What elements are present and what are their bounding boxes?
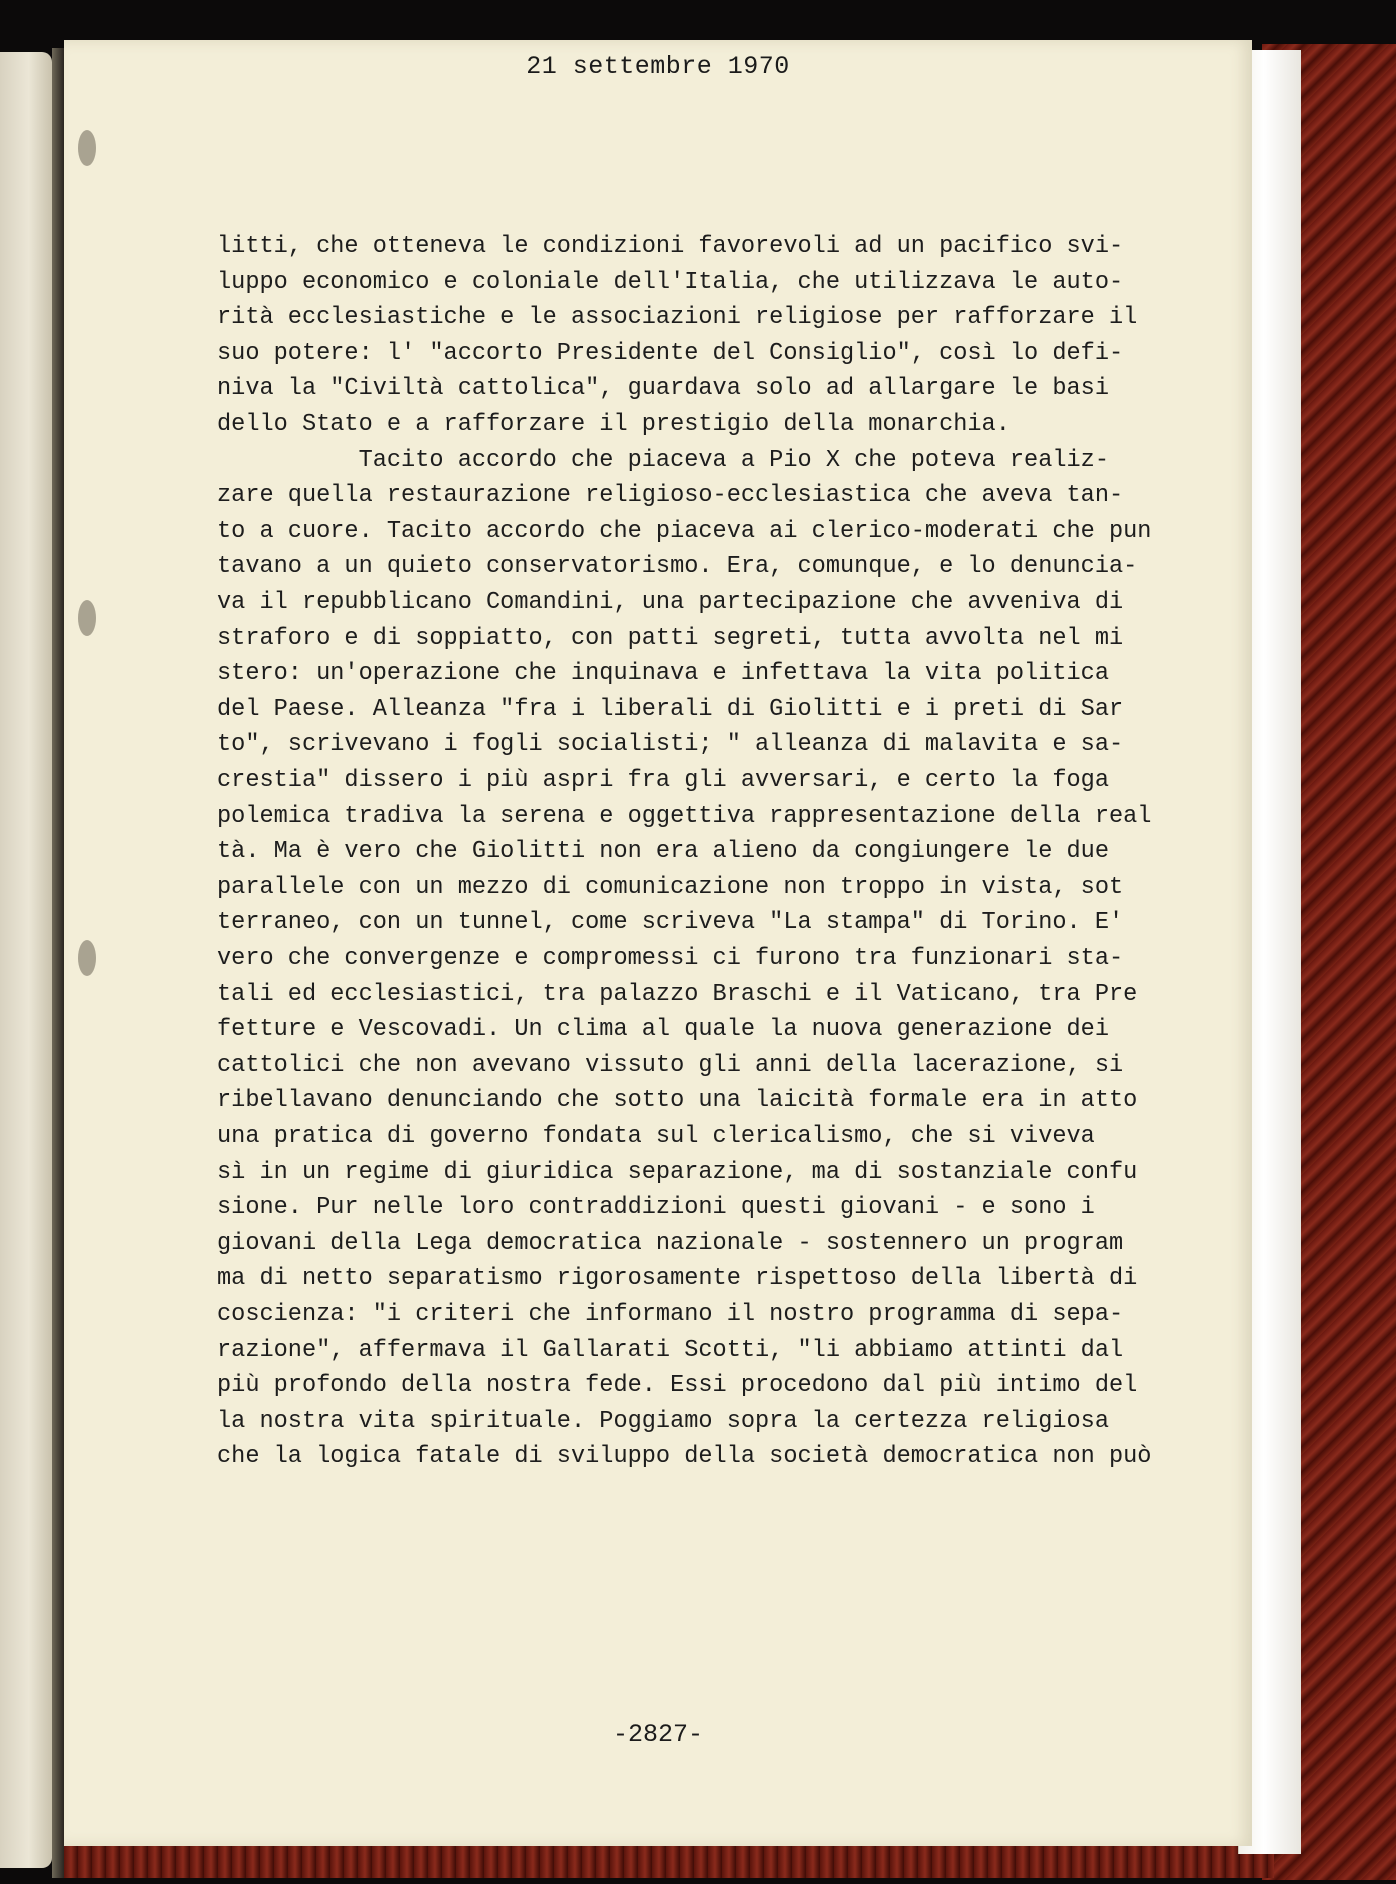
text-line: fetture e Vescovadi. Un clima al quale la nuova generazione dei [217, 1016, 1109, 1044]
page-number: -2827- [612, 1720, 703, 1749]
text-line: suo potere: l' "accorto Presidente del Consiglio", così lo defi- [217, 339, 1124, 367]
text-line: niva la "Civiltà cattolica", guardava solo ad allargare le basi [217, 375, 1109, 403]
text-line: tà. Ma è vero che Giolitti non era alieno da congiungere le due [217, 838, 1109, 866]
text-line: zare quella restaurazione religioso-ecclesiastica che aveva tan- [217, 482, 1124, 510]
punch-hole [78, 130, 96, 166]
text-line: Tacito accordo che piaceva a Pio X che poteva realiz- [217, 446, 1109, 474]
text-line: stero: un'operazione che inquinava e infettava la vita politica [217, 660, 1109, 688]
text-line: sì in un regime di giuridica separazione, ma di sostanziale confu [217, 1158, 1138, 1186]
text-line: la nostra vita spirituale. Poggiamo sopra la certezza religiosa [217, 1407, 1109, 1435]
punch-hole [78, 940, 96, 976]
text-line: dello Stato e a rafforzare il prestigio della monarchia. [217, 411, 1010, 438]
text-line: va il repubblicano Comandini, una partecipazione che avveniva di [217, 589, 1124, 616]
punch-hole [78, 600, 96, 636]
left-page-edge [0, 52, 52, 1868]
text-line: straforo e di soppiatto, con patti segreti, tutta avvolta nel mi [217, 624, 1124, 652]
text-line: coscienza: "i criteri che informano il nostro programma di sepa- [217, 1301, 1124, 1328]
text-line: rità ecclesiastiche e le associazioni religiose per rafforzare il [217, 304, 1138, 332]
text-line: ribellavano denunciando che sotto una laicità formale era in atto [217, 1087, 1138, 1115]
text-line: del Paese. Alleanza "fra i liberali di Giolitti e i preti di Sar [217, 695, 1124, 723]
typewritten-page [64, 40, 1252, 1846]
text-line: to a cuore. Tacito accordo che piaceva ai clerico-moderati che pun [217, 517, 1152, 545]
text-line: giovani della Lega democratica nazionale - sostennero un program [217, 1229, 1124, 1257]
text-line: litti, che otteneva le condizioni favorevoli ad un pacifico svi- [217, 233, 1124, 260]
text-line: to", scrivevano i fogli socialisti; " alleanza di malavita e sa- [217, 731, 1124, 759]
text-line: che la logica fatale di sviluppo della società democratica non può [217, 1443, 1152, 1471]
text-line: tavano a un quieto conservatorismo. Era, comunque, e lo denuncia- [217, 553, 1138, 581]
text-line: ma di netto separatismo rigorosamente rispettoso della libertà di [217, 1265, 1138, 1293]
text-line: luppo economico e coloniale dell'Italia, che utilizzava le auto- [217, 268, 1124, 296]
text-line: una pratica di governo fondata sul clericalismo, che si viveva [217, 1123, 1095, 1150]
text-line: sione. Pur nelle loro contraddizioni questi giovani - e sono i [217, 1194, 1095, 1222]
text-line: tali ed ecclesiastici, tra palazzo Braschi e il Vaticano, tra Pre [217, 980, 1138, 1008]
text-line: razione", affermava il Gallarati Scotti, "li abbiamo attinti dal [217, 1336, 1124, 1364]
text-line: parallele con un mezzo di comunicazione non troppo in vista, sot [217, 873, 1124, 901]
text-line: crestia" dissero i più aspri fra gli avversari, e certo la foga [217, 767, 1109, 794]
page-date: 21 settembre 1970 [526, 52, 790, 81]
text-line: vero che convergenze e compromessi ci furono tra funzionari sta- [217, 945, 1124, 972]
text-line: più profondo della nostra fede. Essi procedono dal più intimo del [217, 1372, 1138, 1400]
text-line: polemica tradiva la serena e oggettiva rappresentazione della real [217, 802, 1152, 830]
text-line: cattolici che non avevano vissuto gli anni della lacerazione, si [217, 1051, 1124, 1079]
book-binding [52, 48, 64, 1878]
text-line: terraneo, con un tunnel, come scriveva "La stampa" di Torino. E' [217, 909, 1124, 937]
